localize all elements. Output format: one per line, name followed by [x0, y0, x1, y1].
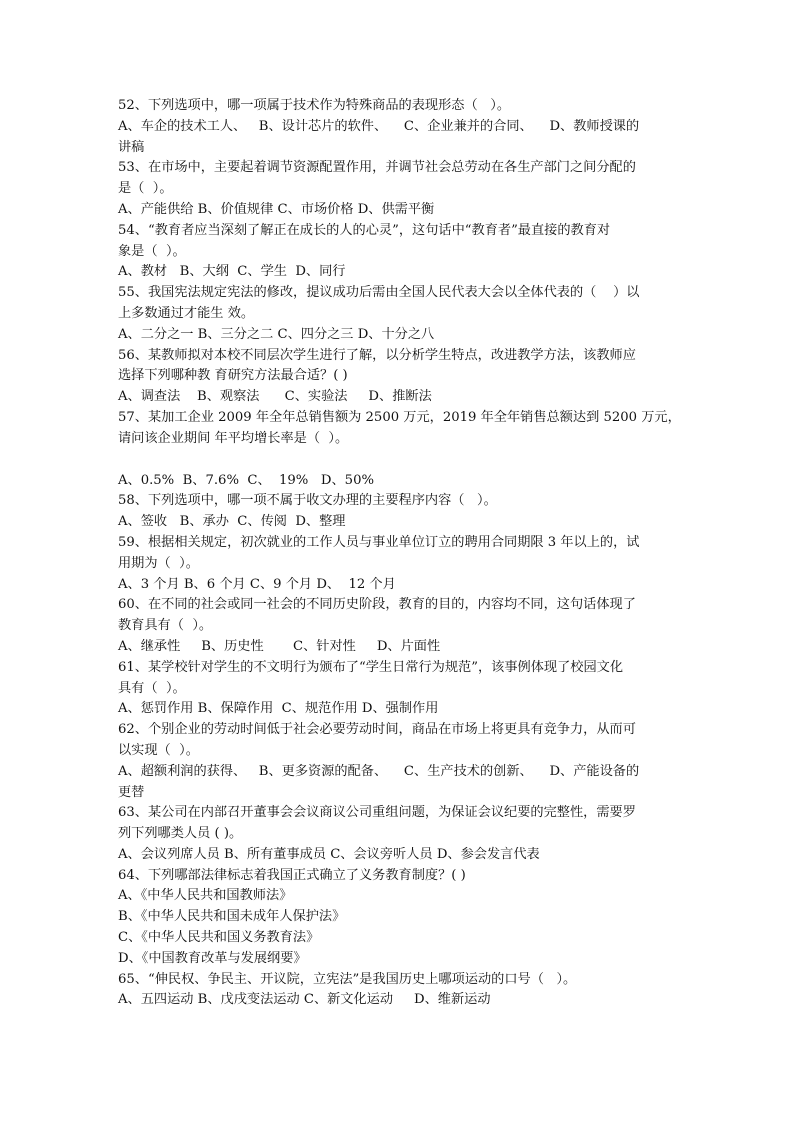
- text-line: A、五四运动 B、戊戌变法运动 C、新文化运动 D、维新运动: [118, 992, 491, 1008]
- text-line: 52、下列选项中，哪一项属于技术作为特殊商品的表现形态（ ）。: [118, 98, 511, 113]
- text-line: 上多数通过才能生 效。: [118, 305, 255, 321]
- text-line: A、会议列席人员 B、所有董事成员 C、会议旁听人员 D、参会发言代表: [118, 846, 540, 862]
- text-line: 55、我国宪法规定宪法的修改，提议成功后需由全国人民代表大会以全体代表的（ ）以: [118, 285, 640, 301]
- text-line: A、二分之一 B、三分之二 C、四分之三 D、十分之八: [118, 326, 435, 342]
- text-line: 以实现（ ）。: [118, 742, 199, 758]
- text-line: A、3 个月 B、6 个月 C、9 个月 D、 12 个月: [118, 576, 396, 592]
- text-line: 63、某公司在内部召开董事会会议商议公司重组问题，为保证会议纪要的完整性，需要罗: [118, 805, 636, 821]
- text-line: 54、“教育者应当深刻了解正在成长的人的心灵”，这句话中“教育者”最直接的教育对: [118, 222, 611, 238]
- document-page: [118, 96, 681, 1011]
- text-line: 请问该企业期间 年平均增长率是（ ）。: [118, 430, 349, 446]
- text-line: 列下列哪类人员 ( )。: [118, 826, 243, 842]
- text-line: 59、根据相关规定，初次就业的工作人员与事业单位订立的聘用合同期限 3 年以上的，试: [118, 534, 640, 550]
- text-line: 60、在不同的社会或同一社会的不同历史阶段，教育的目的，内容均不同，这句话体现了: [118, 597, 636, 613]
- text-line: B、《中华人民共和国未成年人保护法》: [118, 909, 346, 925]
- text-line: 教育具有（ ）。: [118, 618, 213, 634]
- text-line: 65、“伸民权、争民主、开议院，立宪法”是我国历史上哪项运动的口号（ ）。: [118, 971, 577, 987]
- text-line: 58、下列选项中，哪一项不属于收文办理的主要程序内容（ ）。: [118, 493, 497, 509]
- text-line: 是（ ）。: [118, 181, 173, 197]
- text-line: A、教材 B、大纲 C、学生 D、同行: [118, 264, 346, 280]
- text-line: 61、某学校针对学生的不文明行为颁布了“学生日常行为规范”，该事例体现了校园文化: [118, 659, 624, 675]
- text-line: A、签收 B、承办 C、传阅 D、整理: [118, 514, 346, 530]
- blank-line: [118, 450, 678, 471]
- text-line: 选择下列哪种教 育研究方法最合适？( ): [118, 368, 348, 384]
- text-line: 具有（ ）。: [118, 680, 186, 696]
- text-line: 53、在市场中，主要起着调节资源配置作用，并调节社会总劳动在各生产部门之间分配的: [118, 160, 636, 176]
- text-line: 讲稿: [118, 139, 145, 155]
- text-line: A、继承性 B、历史性 C、针对性 D、片面性: [118, 638, 441, 654]
- text-line: 62、个别企业的劳动时间低于社会必要劳动时间，商品在市场上将更具有竞争力，从而可: [118, 722, 636, 738]
- text-line: C、《中华人民共和国义务教育法》: [118, 930, 320, 946]
- text-line: D、《中国教育改革与发展纲要》: [118, 950, 307, 966]
- text-line: A、0.5% B、7.6% C、 19% D、50%: [118, 472, 374, 488]
- text-line: A、车企的技术工人、 B、设计芯片的软件、 C、企业兼并的合同、 D、教师授课的: [118, 118, 640, 134]
- text-line: 56、某教师拟对本校不同层次学生进行了解，以分析学生特点，改进教学方法，该教师应: [118, 347, 636, 363]
- text-line: 更替: [118, 784, 145, 800]
- text-line: 用期为（ ）。: [118, 555, 199, 571]
- text-line: A、惩罚作用 B、保障作用 C、规范作用 D、强制作用: [118, 701, 439, 717]
- text-line: 57、某加工企业 2009 年全年总销售额为 2500 万元，2019 年全年销售总额达到 5200 万元，: [118, 409, 681, 425]
- text-line: 象是（ ）。: [118, 243, 186, 259]
- text-line: A、产能供给 B、价值规律 C、市场价格 D、供需平衡: [118, 201, 435, 217]
- text-line: A、调查法 B、观察法 C、实验法 D、推断法: [118, 389, 432, 405]
- text-line: A、《中华人民共和国教师法》: [118, 888, 293, 904]
- text-line: 64、下列哪部法律标志着我国正式确立了义务教育制度？( ): [118, 867, 466, 883]
- text-line: A、超额利润的获得、 B、更多资源的配备、 C、生产技术的创新、 D、产能设备的: [118, 763, 640, 779]
